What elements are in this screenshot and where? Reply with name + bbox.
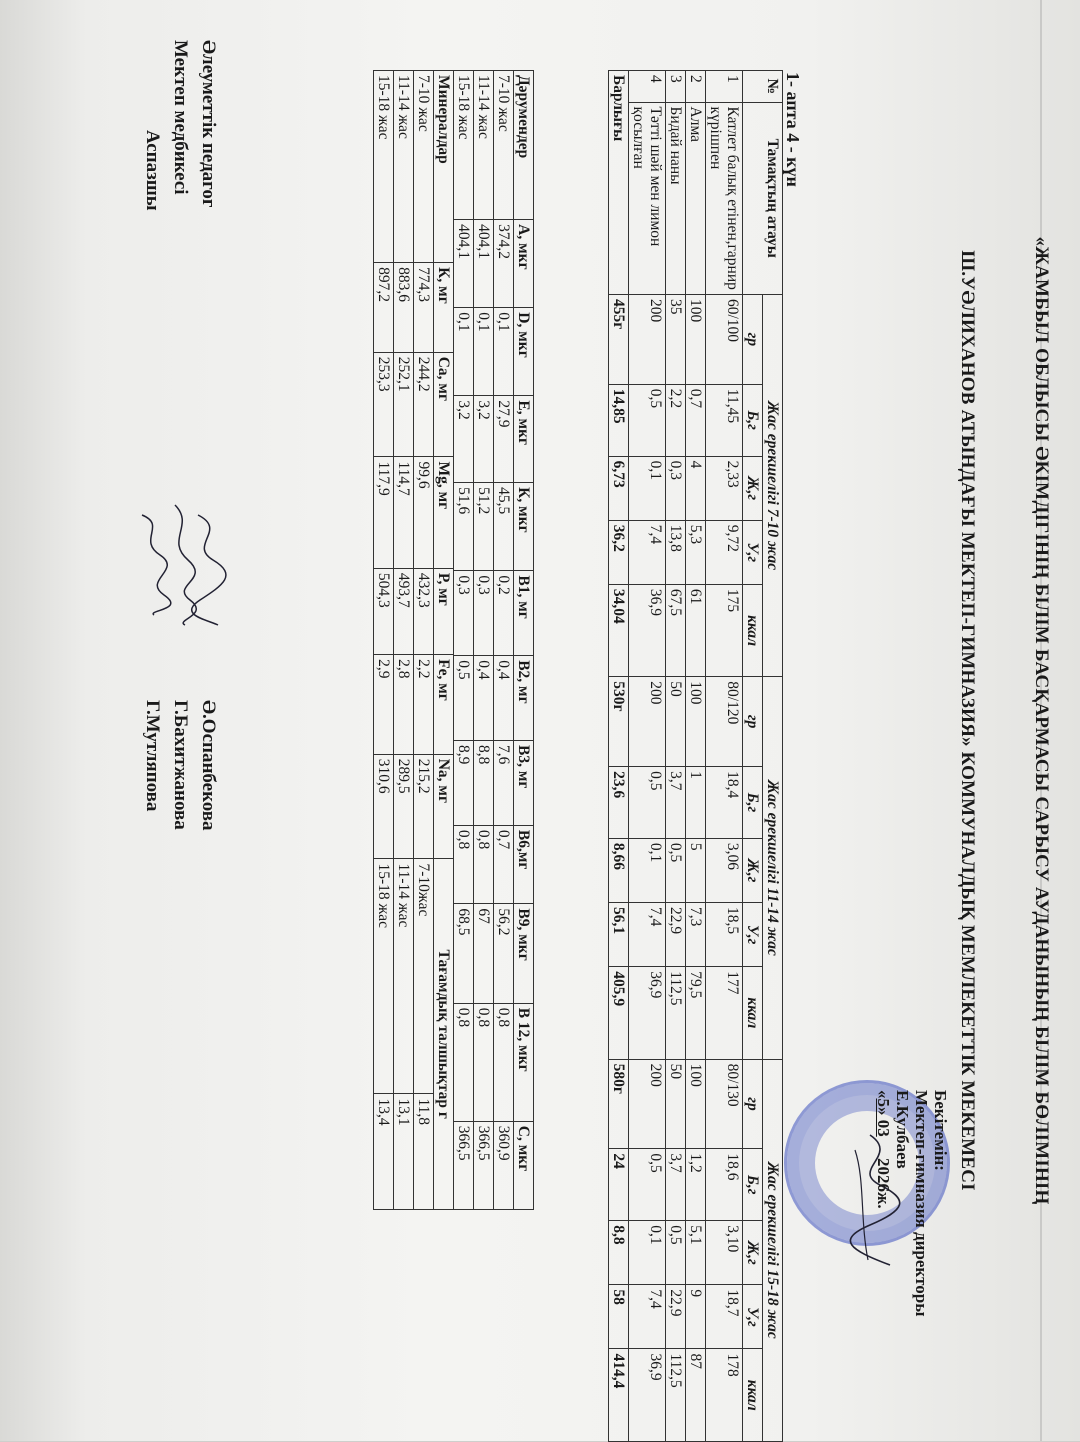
table-cell: 0,4 — [474, 656, 494, 741]
table-cell: 35 — [666, 294, 686, 384]
table-cell: 8,9 — [454, 741, 474, 826]
total-cell: 8,66 — [609, 838, 629, 902]
table-cell: 404,1 — [454, 220, 474, 308]
table-cell: 56,2 — [494, 904, 514, 1003]
table-cell: 178 — [706, 1349, 743, 1442]
table-cell: 9,72 — [706, 520, 743, 584]
sub-fat: Ж,г — [743, 1221, 763, 1285]
table-cell: 774,3 — [414, 263, 434, 353]
total-cell: 24 — [609, 1149, 629, 1221]
col-food-header: Тамақтың атауы — [743, 102, 783, 294]
table-cell: 200 — [629, 1059, 666, 1149]
col-number-header: № — [743, 71, 783, 103]
vitamin-header: В2, мг — [514, 656, 534, 741]
minerals-table-body — [374, 71, 454, 1210]
table-cell: 5,3 — [686, 520, 706, 584]
table-cell: 1 — [686, 767, 706, 839]
table-cell: 22,9 — [666, 903, 686, 967]
sub-protein: Б,г — [743, 384, 763, 456]
table-cell: 18,4 — [706, 767, 743, 839]
table-cell: 5 — [686, 838, 706, 902]
table-cell: 0,1 — [629, 838, 666, 902]
table-cell: 0,1 — [454, 308, 474, 396]
table-cell: 253,3 — [374, 352, 394, 457]
menu-nutrition-table — [608, 70, 783, 1442]
vitamin-header: Дәрумендер — [514, 71, 534, 220]
approval-date-mid: » 03 — [874, 1107, 893, 1137]
total-cell: 36,2 — [609, 520, 629, 584]
minerals-table — [373, 70, 454, 1210]
table-row — [474, 71, 494, 1210]
table-cell: 45,5 — [494, 483, 514, 571]
menu-table-body — [609, 71, 743, 1442]
group-7-10-header: Жас ерекшелігі 7-10 жас — [763, 294, 783, 676]
table-cell: 0,1 — [629, 456, 666, 520]
table-cell: 0,8 — [474, 1003, 494, 1121]
signature-name: Г.Бахитжанова — [170, 700, 191, 830]
total-cell: 405,9 — [609, 967, 629, 1059]
table-row — [629, 71, 666, 1442]
row-number: 2 — [686, 71, 706, 103]
table-cell: 18,7 — [706, 1285, 743, 1349]
food-name: Бидай наны — [666, 102, 686, 294]
table-cell: 366,5 — [474, 1121, 494, 1209]
table-cell: 360,9 — [494, 1121, 514, 1209]
table-cell: 13,8 — [666, 520, 686, 584]
table-cell: 432,3 — [414, 568, 434, 654]
total-cell: 455г — [609, 294, 629, 384]
signature-role: Әлеуметтік педагог — [198, 40, 219, 208]
vitamin-header: С, мкг — [514, 1121, 534, 1209]
vitamins-table-body — [454, 71, 534, 1210]
table-row — [454, 71, 474, 1210]
table-cell: 2,9 — [374, 655, 394, 755]
table-cell: 50 — [666, 1059, 686, 1149]
minerals-header-row — [434, 71, 454, 1210]
total-cell: 58 — [609, 1285, 629, 1349]
table-cell: 51,2 — [474, 483, 494, 571]
table-cell: 0,1 — [474, 308, 494, 396]
signature-name: Ә.Оспанбекова — [198, 700, 219, 831]
sub-kcal: ккал — [743, 584, 763, 676]
table-cell: 11,45 — [706, 384, 743, 456]
mineral-header: Fe, мг — [434, 655, 454, 755]
table-cell: 112,5 — [666, 967, 686, 1059]
total-cell: 34,04 — [609, 584, 629, 676]
approval-date — [874, 1090, 893, 1390]
table-cell: 117,9 — [374, 457, 394, 568]
table-cell: 7,3 — [686, 903, 706, 967]
total-cell: 6,73 — [609, 456, 629, 520]
total-cell: 56,1 — [609, 903, 629, 967]
table-cell: 50 — [666, 677, 686, 767]
table-cell: 883,6 — [394, 263, 414, 353]
table-row — [686, 71, 706, 1442]
table-cell: 200 — [629, 677, 666, 767]
table-cell: 36,9 — [629, 584, 666, 676]
table-row — [414, 71, 434, 1210]
mineral-header: Na, мг — [434, 754, 454, 859]
table-cell: 252,1 — [394, 352, 414, 457]
age-label: 15-18 жас — [374, 71, 394, 263]
table-cell: 7,4 — [629, 903, 666, 967]
food-name: Алма — [686, 102, 706, 294]
vitamin-header: А, мкг — [514, 220, 534, 308]
table-row — [374, 71, 394, 1210]
group-11-14-header: Жас ерекшелігі 11-14 жас — [763, 677, 783, 1059]
fiber-value: 11,8 — [414, 1094, 434, 1210]
table-cell: 61 — [686, 584, 706, 676]
table-cell: 493,7 — [394, 568, 414, 654]
table-cell: 7,4 — [629, 520, 666, 584]
table-cell: 5,1 — [686, 1221, 706, 1285]
total-row — [609, 71, 629, 1442]
table-row — [394, 71, 414, 1210]
table-cell: 0,8 — [454, 825, 474, 904]
vitamins-header-row — [514, 71, 534, 1210]
sub-carb: У,г — [743, 1285, 763, 1349]
table-cell: 36,9 — [629, 1349, 666, 1442]
table-cell: 87 — [686, 1349, 706, 1442]
table-cell: 100 — [686, 294, 706, 384]
table-cell: 112,5 — [666, 1349, 686, 1442]
table-cell: 2,8 — [394, 655, 414, 755]
row-number: 3 — [666, 71, 686, 103]
vitamin-header: В3, мг — [514, 741, 534, 826]
table-cell: 99,6 — [414, 457, 434, 568]
approval-date-prefix: « — [874, 1090, 893, 1099]
fiber-age: 15-18 жас — [374, 859, 394, 1094]
mineral-header: К, мг — [434, 263, 454, 353]
sub-kcal: ккал — [743, 1349, 763, 1442]
table-cell: 215,2 — [414, 754, 434, 859]
table-cell: 0,1 — [629, 1221, 666, 1285]
total-label: Барлығы — [609, 71, 629, 295]
table-cell: 0,8 — [454, 1003, 474, 1121]
fiber-value: 13,4 — [374, 1094, 394, 1210]
table-cell: 3,10 — [706, 1221, 743, 1285]
fiber-value: 13,1 — [394, 1094, 414, 1210]
table-cell: 0,8 — [494, 1003, 514, 1121]
total-cell: 23,6 — [609, 767, 629, 839]
table-row — [706, 71, 743, 1442]
table-cell: 68,5 — [454, 904, 474, 1003]
table-row — [666, 71, 686, 1442]
table-cell: 9 — [686, 1285, 706, 1349]
fiber-age: 7-10жас — [414, 859, 434, 1094]
org-header-line-2: Ш.УӘЛИХАНОВ АТЫНДАҒЫ МЕКТЕП-ГИМНАЗИЯ» КОММУНАЛДЫҚ МЕМЛЕКЕТТІК МЕКЕМЕСІ — [957, 250, 978, 1191]
signature-row — [138, 40, 166, 840]
total-cell: 414,4 — [609, 1349, 629, 1442]
table-cell: 0,5 — [454, 656, 474, 741]
approval-name: Е.Кулбаев — [893, 1090, 912, 1169]
table-cell: 51,6 — [454, 483, 474, 571]
sub-protein: Б,г — [743, 767, 763, 839]
age-label: 15-18 жас — [454, 71, 474, 220]
table-cell: 3,2 — [454, 396, 474, 483]
fiber-age: 11-14 жас — [394, 859, 414, 1094]
header-row-groups — [763, 71, 783, 1442]
table-cell: 8,8 — [474, 741, 494, 826]
mineral-header: Mg, мг — [434, 457, 454, 568]
food-name: Катлет балық етінен,гарнир күрішпен — [706, 102, 743, 294]
table-cell: 3,06 — [706, 838, 743, 902]
table-cell: 67 — [474, 904, 494, 1003]
vitamin-header: В 12, мкг — [514, 1003, 534, 1121]
table-cell: 310,6 — [374, 754, 394, 859]
vitamin-header: Е, мкг — [514, 396, 534, 483]
sub-fat: Ж,г — [743, 838, 763, 902]
table-cell: 0,3 — [474, 571, 494, 656]
table-cell: 0,1 — [494, 308, 514, 396]
approval-block — [874, 1090, 950, 1390]
vitamin-header: В1, мг — [514, 571, 534, 656]
signature-row — [166, 40, 194, 840]
table-cell: 79,5 — [686, 967, 706, 1059]
age-label: 11-14 жас — [474, 71, 494, 220]
vitamin-header: D, мкг — [514, 308, 534, 396]
age-label: 7-10 жас — [494, 71, 514, 220]
approval-date-year: 2026ж. — [874, 1158, 893, 1209]
group-15-18-header: Жас ерекшелігі 15-18 жас — [763, 1059, 783, 1441]
age-label: 7-10 жас — [414, 71, 434, 263]
handwritten-signature — [132, 510, 172, 620]
row-number: 4 — [629, 71, 666, 103]
mineral-header: Минералдар — [434, 71, 454, 263]
table-cell: 0,8 — [474, 825, 494, 904]
table-cell: 0,4 — [494, 656, 514, 741]
table-cell: 100 — [686, 677, 706, 767]
sub-carb: У,г — [743, 903, 763, 967]
vitamin-header: В6,мг — [514, 825, 534, 904]
table-cell: 897,2 — [374, 263, 394, 353]
age-label: 11-14 жас — [394, 71, 414, 263]
vitamins-table — [453, 70, 534, 1210]
table-cell: 7,4 — [629, 1285, 666, 1349]
table-cell: 244,2 — [414, 352, 434, 457]
table-cell: 22,9 — [666, 1285, 686, 1349]
sub-protein: Б,г — [743, 1149, 763, 1221]
table-cell: 36,9 — [629, 967, 666, 1059]
table-cell: 3,7 — [666, 767, 686, 839]
table-cell: 175 — [706, 584, 743, 676]
total-cell: 8,8 — [609, 1221, 629, 1285]
sub-fat: Ж,г — [743, 456, 763, 520]
sub-gr: гр — [743, 294, 763, 384]
sub-gr: гр — [743, 1059, 763, 1149]
table-cell: 0,5 — [629, 767, 666, 839]
table-cell: 0,3 — [666, 456, 686, 520]
table-cell: 114,7 — [394, 457, 414, 568]
total-cell: 580г — [609, 1059, 629, 1149]
table-cell: 60/100 — [706, 294, 743, 384]
table-cell: 177 — [706, 967, 743, 1059]
table-cell: 0,2 — [494, 571, 514, 656]
day-title: 1- апта 4 - күн — [783, 72, 803, 187]
table-row — [494, 71, 514, 1210]
sub-carb: У,г — [743, 520, 763, 584]
table-cell: 4 — [686, 456, 706, 520]
signature-row — [194, 40, 222, 840]
table-cell: 7,6 — [494, 741, 514, 826]
table-cell: 0,5 — [629, 384, 666, 456]
approval-position: Мектеп-гимназия директоры — [912, 1090, 931, 1317]
org-header-line-1: «ЖАМБЫЛ ОБЛЫСЫ ӘКІМДІГІНІҢ БІЛІМ БАСҚАРМАСЫ САРЫСУ АУДАНЫНЫҢ БІЛІМ БӨЛІМІНІҢ — [1031, 236, 1052, 1205]
fiber-title: Тағамдық талшықтар г — [434, 859, 454, 1210]
mineral-header: Р, мг — [434, 568, 454, 654]
table-cell: 1,2 — [686, 1149, 706, 1221]
table-cell: 80/120 — [706, 677, 743, 767]
table-cell: 0,7 — [686, 384, 706, 456]
table-cell: 404,1 — [474, 220, 494, 308]
table-cell: 0,5 — [629, 1149, 666, 1221]
sub-gr: гр — [743, 677, 763, 767]
approval-date-day: 5 — [874, 1098, 893, 1107]
mineral-header: Са, мг — [434, 352, 454, 457]
table-cell: 100 — [686, 1059, 706, 1149]
table-cell: 0,3 — [454, 571, 474, 656]
signature-name: Г.Мутляпова — [142, 700, 163, 812]
table-cell: 18,6 — [706, 1149, 743, 1221]
table-cell: 80/130 — [706, 1059, 743, 1149]
table-cell: 366,5 — [454, 1121, 474, 1209]
table-cell: 3,2 — [474, 396, 494, 483]
table-cell: 0,5 — [666, 838, 686, 902]
food-name: Тәтті шәй мен лимон қосылған — [629, 102, 666, 294]
sub-kcal: ккал — [743, 967, 763, 1059]
table-cell: 18,5 — [706, 903, 743, 967]
table-cell: 3,7 — [666, 1149, 686, 1221]
table-cell: 0,7 — [494, 825, 514, 904]
table-cell: 27,9 — [494, 396, 514, 483]
signature-block — [138, 40, 222, 840]
signature-role: Мектеп медбикесі — [170, 40, 191, 195]
signature-role: Аспазшы — [142, 130, 163, 211]
total-cell: 530г — [609, 677, 629, 767]
table-cell: 2,33 — [706, 456, 743, 520]
table-cell: 374,2 — [494, 220, 514, 308]
table-cell: 504,3 — [374, 568, 394, 654]
table-cell: 200 — [629, 294, 666, 384]
total-cell: 14,85 — [609, 384, 629, 456]
vitamin-header: К, мкг — [514, 483, 534, 571]
approval-label: Бекітемін: — [931, 1090, 950, 1171]
row-number: 1 — [706, 71, 743, 103]
table-cell: 2,2 — [666, 384, 686, 456]
table-cell: 67,5 — [666, 584, 686, 676]
vitamin-header: В9, мкг — [514, 904, 534, 1003]
table-cell: 2,2 — [414, 655, 434, 755]
table-cell: 289,5 — [394, 754, 414, 859]
table-cell: 0,5 — [666, 1221, 686, 1285]
